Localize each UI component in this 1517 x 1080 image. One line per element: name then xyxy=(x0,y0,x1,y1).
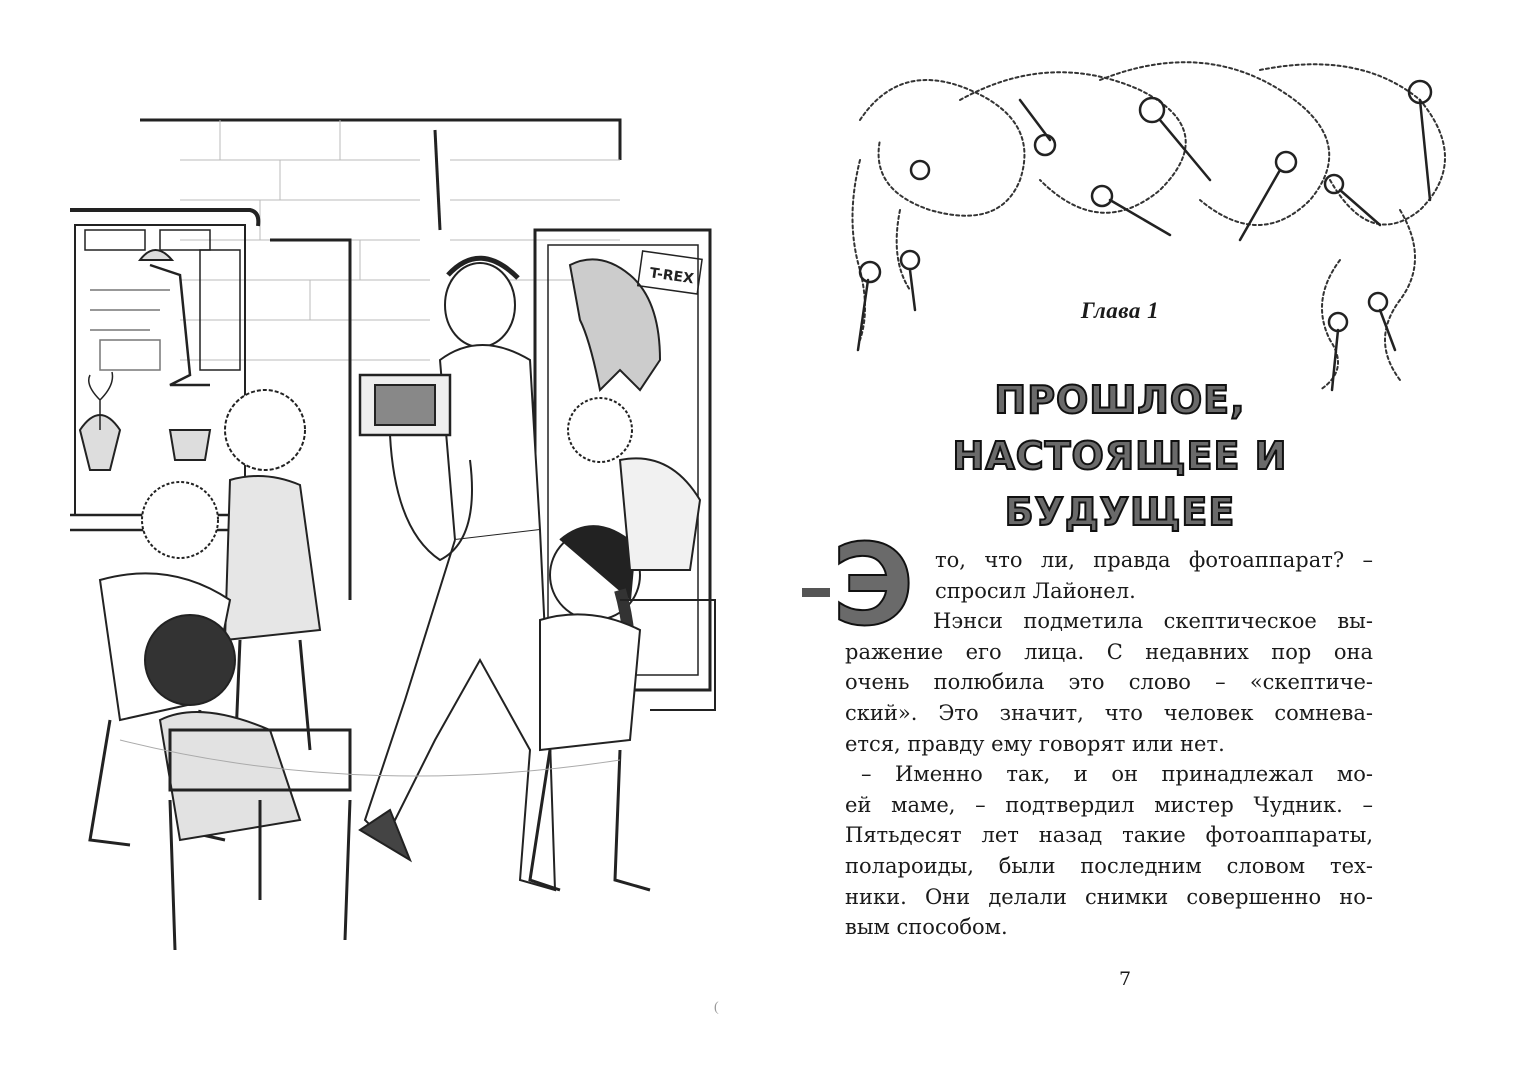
chapter-title-line-2: НАСТОЯЩЕЕ И БУДУЩЕЕ xyxy=(952,434,1288,534)
classroom-illustration xyxy=(60,100,760,970)
text-line: ется, правду ему говорят или нет. xyxy=(845,731,1225,756)
drop-cap-dash xyxy=(802,588,830,597)
page-number: 7 xyxy=(1118,968,1132,990)
text-line: то, что ли, правда фотоаппарат? – xyxy=(935,548,1373,572)
drop-cap-letter: Э xyxy=(832,521,915,651)
text-line: Нэнси подметила скептическое вы- xyxy=(933,609,1373,634)
chapter-label: Глава 1 xyxy=(1080,298,1160,323)
text-line: ражение его лица. С недавних пор она xyxy=(845,639,1373,664)
text-line: очень полюбила это слово – «скептиче- xyxy=(845,670,1373,695)
text-line: – Именно так, и он принадлежал мо- xyxy=(861,762,1373,787)
text-line: спросил Лайонел. xyxy=(935,578,1136,603)
body-text xyxy=(845,545,1373,943)
text-line: полароиды, были последним словом тех- xyxy=(845,853,1373,878)
keys-chain-ornament xyxy=(840,60,1460,400)
text-line: ей маме, – подтвердил мистер Чудник. – xyxy=(845,792,1373,817)
chapter-title xyxy=(845,372,1395,540)
chapter-title-line-1: ПРОШЛОЕ, xyxy=(994,378,1246,422)
text-line: ский». Это значит, что человек сомнева- xyxy=(845,700,1373,725)
text-line: вым способом. xyxy=(845,915,1008,940)
trex-sign: T-REX xyxy=(648,265,695,288)
page-edge-mark: ( xyxy=(714,1000,719,1015)
text-line: Пятьдесят лет назад такие фотоаппараты, xyxy=(845,823,1373,848)
text-line: ники. Они делали снимки совершенно но- xyxy=(845,884,1373,909)
